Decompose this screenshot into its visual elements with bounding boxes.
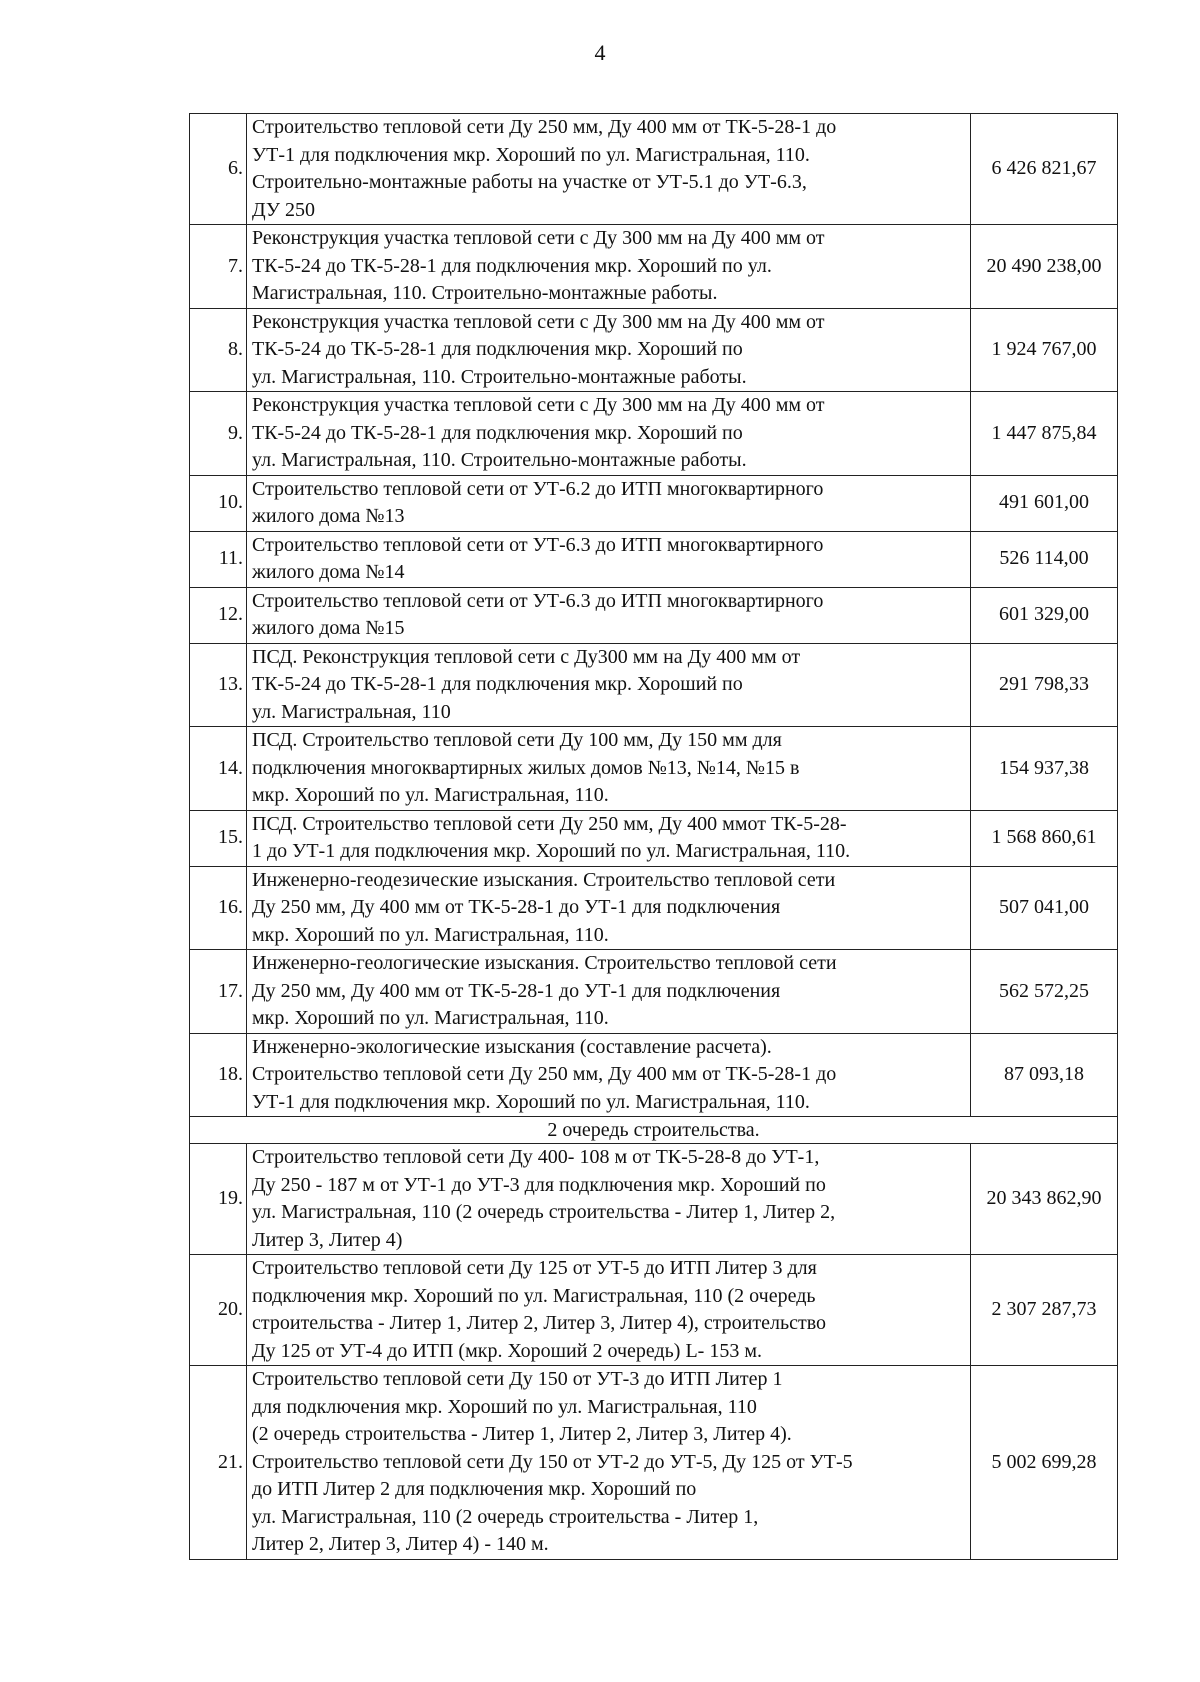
description-line: ТК-5-24 до ТК-5-28-1 для подключения мкр. Хороший по [252,338,743,360]
table-row [190,810,1118,866]
description-line: до ИТП Литер 2 для подключения мкр. Хороший по [252,1478,697,1500]
cost-amount: 526 114,00 [971,531,1118,587]
row-number: 15. [190,810,247,866]
cost-amount: 2 307 287,73 [971,1255,1118,1366]
row-number: 11. [190,531,247,587]
cost-amount: 6 426 821,67 [971,114,1118,225]
description-line: Строительство тепловой сети Ду 125 от УТ-5 до ИТП Литер 3 для [252,1257,817,1279]
work-description [247,810,971,866]
work-description [247,1366,971,1560]
description-line: ТК-5-24 до ТК-5-28-1 для подключения мкр. Хороший по [252,673,743,695]
cost-amount: 1 447 875,84 [971,392,1118,476]
description-line: ул. Магистральная, 110. Строительно-монтажные работы. [252,449,747,471]
description-line: ул. Магистральная, 110 (2 очередь строительства - Литер 1, [252,1505,759,1528]
description-line: ТК-5-24 до ТК-5-28-1 для подключения мкр. Хороший по ул. [252,254,772,277]
row-number: 20. [190,1255,247,1366]
table-row [190,114,1118,225]
description-line: УТ-1 для подключения мкр. Хороший по ул. Магистральная, 110. [252,1090,810,1113]
table-row [190,643,1118,727]
description-line: Инженерно-геологические изыскания. Строительство тепловой сети [252,952,837,974]
description-line: Реконструкция участка тепловой сети с Ду 300 мм на Ду 400 мм от [252,310,825,333]
cost-amount: 20 490 238,00 [971,225,1118,309]
table-row [190,1144,1118,1255]
description-line: жилого дома №14 [252,561,405,583]
section-title: 2 очередь строительства. [190,1117,1118,1144]
description-line: ПСД. Строительство тепловой сети Ду 250 мм, Ду 400 ммот ТК-5-28- [252,812,847,835]
table-row [190,866,1118,950]
work-description [247,392,971,476]
description-line: мкр. Хороший по ул. Магистральная, 110. [252,923,609,946]
works-table [189,113,1118,1560]
description-line: Литер 2, Литер 3, Литер 4) - 140 м. [252,1533,549,1555]
table-row [190,392,1118,476]
description-line: ул. Магистральная, 110. Строительно-монтажные работы. [252,365,747,388]
row-number: 19. [190,1144,247,1255]
cost-amount: 601 329,00 [971,587,1118,643]
table-row [190,727,1118,811]
row-number: 10. [190,475,247,531]
work-description [247,727,971,811]
description-line: 1 до УТ-1 для подключения мкр. Хороший по ул. Магистральная, 110. [252,840,851,862]
description-line: (2 очередь строительства - Литер 1, Литер 2, Литер 3, Литер 4). [252,1423,792,1445]
cost-amount: 1 568 860,61 [971,810,1118,866]
work-description [247,643,971,727]
table-body-first-stage [190,114,1118,1117]
work-description [247,225,971,309]
table-row [190,950,1118,1034]
description-line: Литер 3, Литер 4) [252,1228,403,1251]
description-line: ПСД. Строительство тепловой сети Ду 100 мм, Ду 150 мм для [252,729,782,751]
row-number: 13. [190,643,247,727]
work-description [247,1144,971,1255]
description-line: УТ-1 для подключения мкр. Хороший по ул. Магистральная, 110. [252,143,810,166]
description-line: Ду 250 мм, Ду 400 мм от ТК-5-28-1 до УТ-1 для подключения [252,979,781,1002]
description-line: Ду 250 - 187 м от УТ-1 до УТ-3 для подключения мкр. Хороший по [252,1173,826,1196]
description-line: жилого дома №13 [252,505,405,527]
description-line: Строительство тепловой сети Ду 250 мм, Ду 400 мм от ТК-5-28-1 до [252,1063,837,1085]
row-number: 16. [190,866,247,950]
row-number: 14. [190,727,247,811]
cost-amount: 291 798,33 [971,643,1118,727]
work-description [247,1255,971,1366]
table-row [190,1366,1118,1560]
description-line: ПСД. Реконструкция тепловой сети с Ду300 мм на Ду 400 мм от [252,645,801,668]
section-row [190,1117,1118,1144]
table-row [190,1033,1118,1117]
cost-amount: 20 343 862,90 [971,1144,1118,1255]
row-number: 12. [190,587,247,643]
work-description [247,950,971,1034]
description-line: Инженерно-экологические изыскания (составление расчета). [252,1035,772,1058]
description-line: Строительство тепловой сети Ду 400- 108 м от ТК-5-28-8 до УТ-1, [252,1146,820,1168]
description-line: Строительство тепловой сети от УТ-6.2 до ИТП многоквартирного [252,477,824,500]
description-line: мкр. Хороший по ул. Магистральная, 110. [252,784,609,806]
description-line: строительства - Литер 1, Литер 2, Литер 3, Литер 4), строительство [252,1312,827,1334]
description-line: ДУ 250 [252,198,316,221]
description-line: подключения многоквартирных жилых домов №13, №14, №15 в [252,756,800,779]
row-number: 9. [190,392,247,476]
description-line: жилого дома №15 [252,617,405,639]
cost-amount: 87 093,18 [971,1033,1118,1117]
row-number: 8. [190,308,247,392]
row-number: 17. [190,950,247,1034]
work-description [247,866,971,950]
description-line: мкр. Хороший по ул. Магистральная, 110. [252,1007,609,1029]
table-row [190,587,1118,643]
description-line: Магистральная, 110. Строительно-монтажные работы. [252,282,718,304]
description-line: для подключения мкр. Хороший по ул. Магистральная, 110 [252,1395,757,1418]
description-line: Строительство тепловой сети Ду 150 от УТ-2 до УТ-5, Ду 125 от УТ-5 [252,1450,853,1473]
row-number: 21. [190,1366,247,1560]
table-row [190,531,1118,587]
table-row [190,1255,1118,1366]
cost-amount: 562 572,25 [971,950,1118,1034]
description-line: Строительство тепловой сети Ду 250 мм, Ду 400 мм от ТК-5-28-1 до [252,116,837,138]
page-number: 4 [594,40,606,65]
work-description [247,308,971,392]
cost-amount: 507 041,00 [971,866,1118,950]
work-description [247,1033,971,1117]
description-line: подключения мкр. Хороший по ул. Магистральная, 110 (2 очередь [252,1284,816,1307]
description-line: Ду 125 от УТ-4 до ИТП (мкр. Хороший 2 очередь) L- 153 м. [252,1339,762,1362]
work-description [247,587,971,643]
cost-amount: 1 924 767,00 [971,308,1118,392]
description-line: Строительство тепловой сети от УТ-6.3 до ИТП многоквартирного [252,533,824,556]
cost-amount: 491 601,00 [971,475,1118,531]
cost-amount: 154 937,38 [971,727,1118,811]
description-line: Строительство тепловой сети Ду 150 от УТ-3 до ИТП Литер 1 [252,1368,783,1390]
cost-amount: 5 002 699,28 [971,1366,1118,1560]
description-line: Строительно-монтажные работы на участке от УТ-5.1 до УТ-6.3, [252,171,807,193]
row-number: 6. [190,114,247,225]
table-section-header [190,1117,1118,1144]
description-line: ул. Магистральная, 110 (2 очередь строительства - Литер 1, Литер 2, [252,1201,836,1223]
table-row [190,308,1118,392]
work-description [247,114,971,225]
description-line: Реконструкция участка тепловой сети с Ду 300 мм на Ду 400 мм от [252,227,825,249]
description-line: Реконструкция участка тепловой сети с Ду 300 мм на Ду 400 мм от [252,394,825,416]
table-body-second-stage [190,1144,1118,1560]
table-row [190,225,1118,309]
description-line: Инженерно-геодезические изыскания. Строительство тепловой сети [252,868,836,891]
work-description [247,475,971,531]
row-number: 7. [190,225,247,309]
row-number: 18. [190,1033,247,1117]
work-description [247,531,971,587]
table-row [190,475,1118,531]
description-line: ТК-5-24 до ТК-5-28-1 для подключения мкр. Хороший по [252,421,743,444]
description-line: Ду 250 мм, Ду 400 мм от ТК-5-28-1 до УТ-1 для подключения [252,896,781,918]
description-line: Строительство тепловой сети от УТ-6.3 до ИТП многоквартирного [252,589,824,612]
description-line: ул. Магистральная, 110 [252,700,451,723]
